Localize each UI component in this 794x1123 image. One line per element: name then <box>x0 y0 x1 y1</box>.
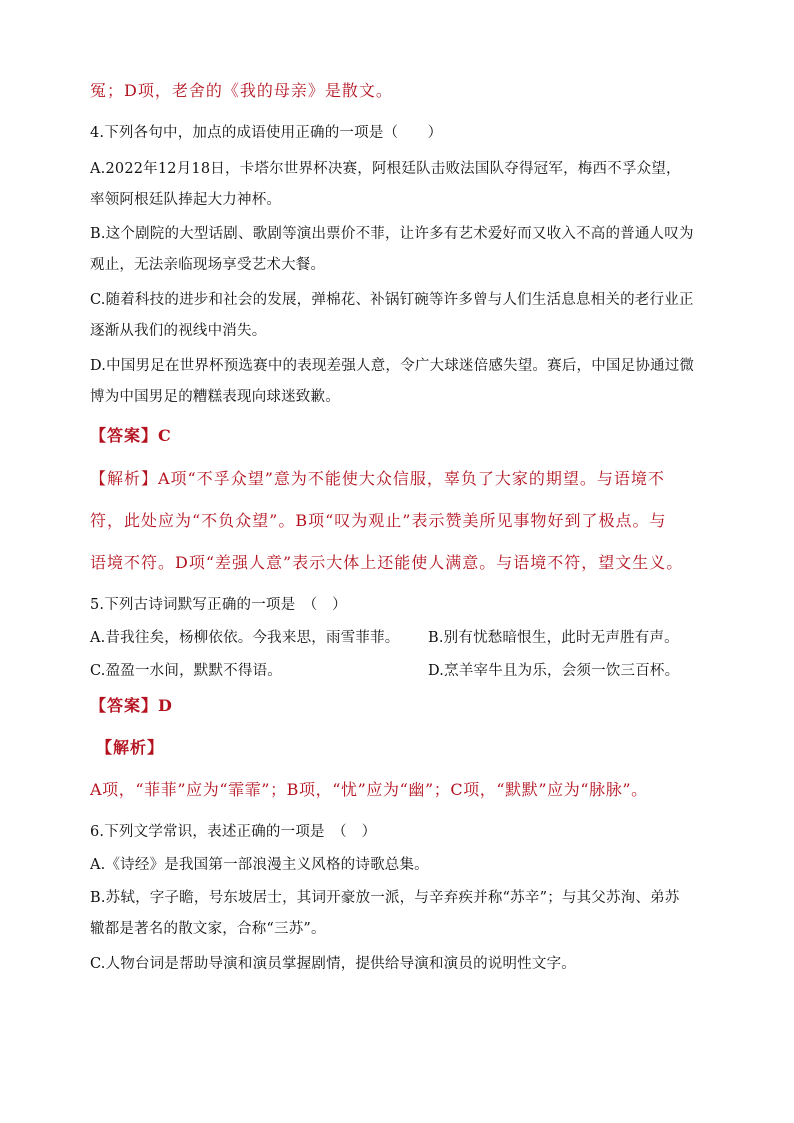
q6-option-b-line2: 辙都是著名的散文家，合称“三苏”。 <box>90 921 326 937</box>
q5-option-c: C.盈盈一水间，默默不得语。 <box>90 663 282 679</box>
q4-analysis-line1: 【解析】A项“不孚众望”意为不能使大众信服，辜负了大家的期望。与语境不 <box>90 469 665 488</box>
q4-option-d-line1: D.中国男足在世界杯预选赛中的表现差强人意，令广大球迷倍感失望。赛后，中国足协通过微 <box>90 358 695 374</box>
q5-option-b: B.别有忧愁暗恨生，此时无声胜有声。 <box>428 630 679 646</box>
q6-stem: 6.下列文学常识，表述正确的一项是 （ ） <box>90 824 377 840</box>
q4-option-c-line1: C.随着科技的进步和社会的发展，弹棉花、补锅钉碗等许多曾与人们生活息息相关的老行业正 <box>90 292 694 308</box>
q6-option-c: C.人物台词是帮助导演和演员掌握剧情，提供给导演和演员的说明性文字。 <box>90 956 576 972</box>
q5-analysis-label: 【解析】 <box>96 738 165 757</box>
q4-answer: 【答案】C <box>90 426 172 445</box>
q5-analysis: A项，“菲菲”应为“霏霏”；B项，“忧”应为“幽”；C项，“默默”应为“脉脉”。 <box>90 780 648 799</box>
q4-analysis-line3: 语境不符。D项“差强人意”表示大体上还能使人满意。与语境不符，望文生义。 <box>90 553 684 572</box>
q5-option-a: A.昔我往矣，杨柳依依。今我来思，雨雪菲菲。 <box>90 630 400 646</box>
previous-explanation-tail: 冤；D项，老舍的《我的母亲》是散文。 <box>90 81 393 100</box>
q4-analysis-line2: 符，此处应为“不负众望”。B项“叹为观止”表示赞美所见事物好到了极点。与 <box>90 511 667 530</box>
q4-option-b-line1: B.这个剧院的大型话剧、歌剧等演出票价不菲，让许多有艺术爱好而又收入不高的普通人叹为 <box>90 226 694 242</box>
q5-stem: 5.下列古诗词默写正确的一项是 （ ） <box>90 597 347 613</box>
q4-option-a-line1: A.2022年12月18日，卡塔尔世界杯决赛，阿根廷队击败法国队夺得冠军，梅西不孚众望， <box>90 161 681 177</box>
q4-option-c-line2: 逐渐从我们的视线中消失。 <box>90 323 267 339</box>
q5-option-d: D.烹羊宰牛且为乐，会须一饮三百杯。 <box>428 663 680 679</box>
q4-stem: 4.下列各句中，加点的成语使用正确的一项是（ ） <box>90 125 443 141</box>
q4-option-a-line2: 率领阿根廷队捧起大力神杯。 <box>90 192 282 208</box>
q6-option-a: A.《诗经》是我国第一部浪漫主义风格的诗歌总集。 <box>90 857 429 873</box>
q5-answer: 【答案】D <box>90 696 173 715</box>
q4-option-d-line2: 博为中国男足的糟糕表现向球迷致歉。 <box>90 389 340 405</box>
q6-option-b-line1: B.苏轼，字子瞻，号东坡居士，其词开豪放一派，与辛弃疾并称“苏辛”；与其父苏洵、弟苏 <box>90 890 680 906</box>
q4-option-b-line2: 观止，无法亲临现场享受艺术大餐。 <box>90 257 326 273</box>
